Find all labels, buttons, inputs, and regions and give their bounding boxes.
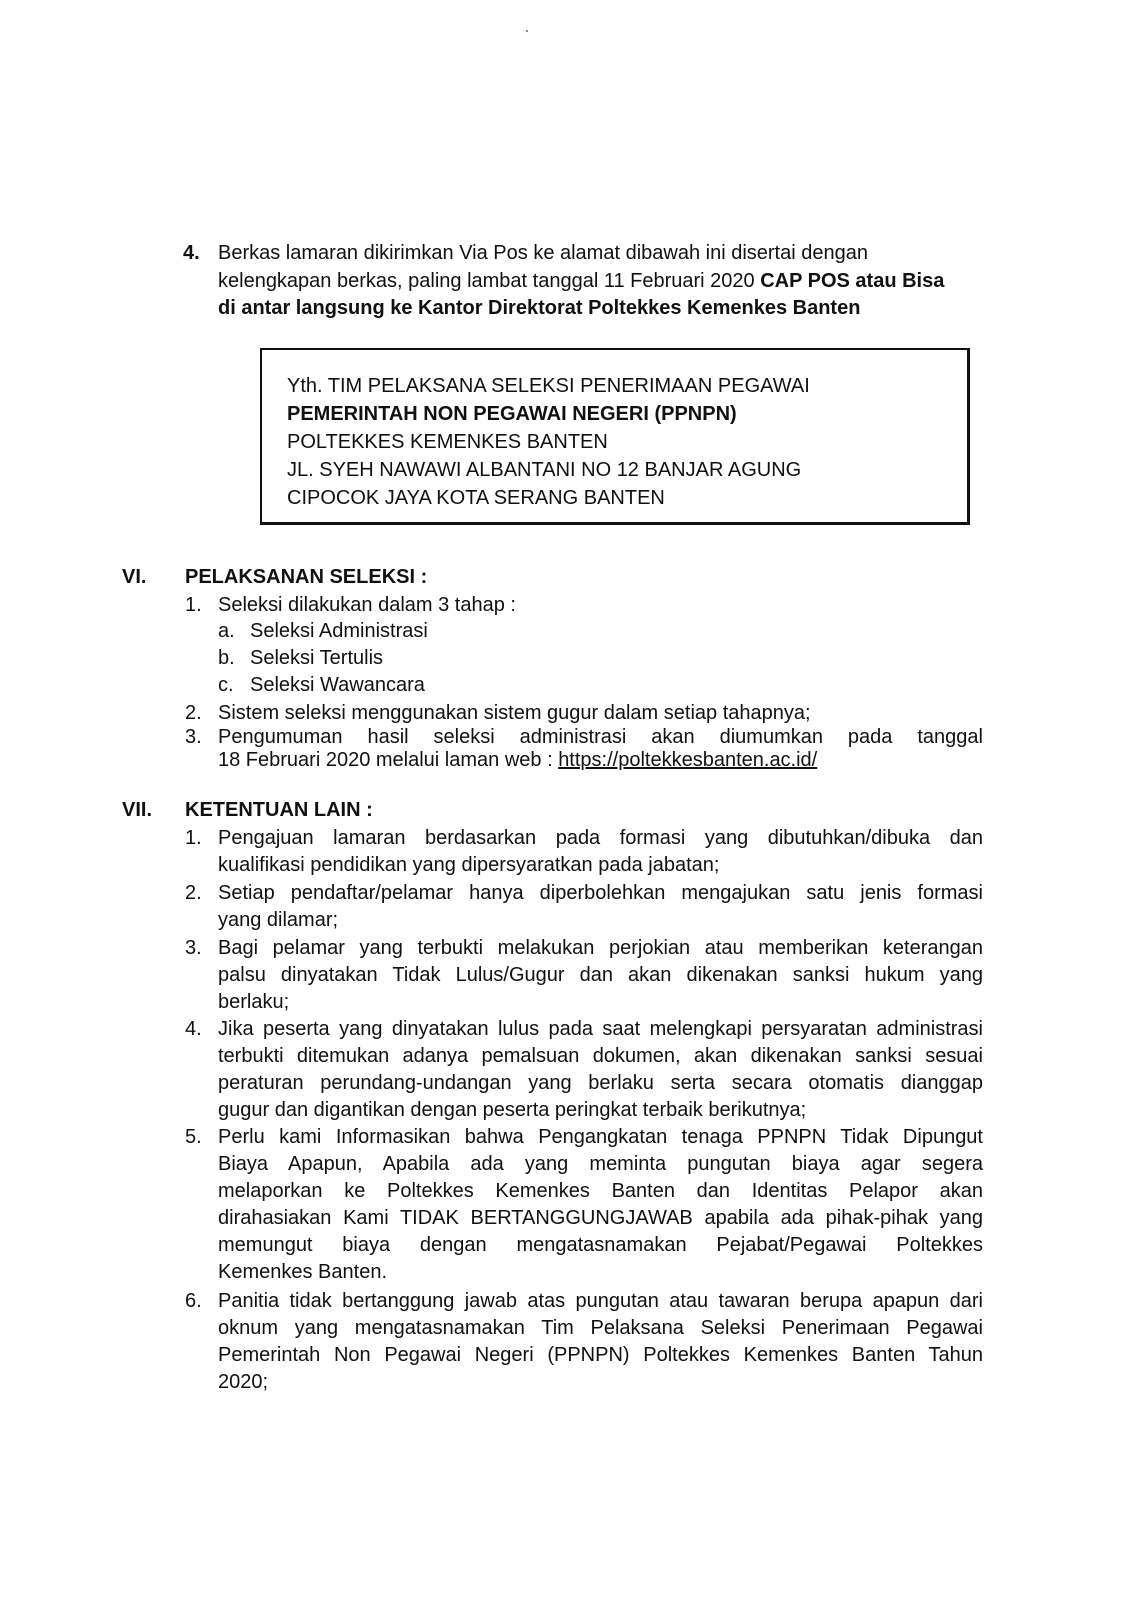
s7-item-4-line-1: Jika peserta yang dinyatakan lulus pada saat melengkapi persyaratan administrasi [218,1018,983,1040]
address-line-4: JL. SYEH NAWAWI ALBANTANI NO 12 BANJAR AGUNG [287,459,802,481]
address-line-5: CIPOCOK JAYA KOTA SERANG BANTEN [287,487,665,509]
s6-sub-a-text: Seleksi Administrasi [250,620,428,642]
poltekkes-website-link[interactable]: https://poltekkesbanten.ac.id/ [558,749,818,771]
s7-item-4-line-2: terbukti ditemukan adanya pemalsuan dokumen, akan dikenakan sanksi sesuai [218,1045,983,1067]
section-7-title: KETENTUAN LAIN : [185,799,373,821]
s6-sub-a-letter: a. [218,620,235,642]
s7-item-5-number: 5. [185,1126,202,1148]
item-4-line-1: Berkas lamaran dikirimkan Via Pos ke alamat dibawah ini disertai dengan [218,242,868,264]
s7-item-6-number: 6. [185,1290,202,1312]
s7-item-2-line-1: Setiap pendaftar/pelamar hanya diperbolehkan mengajukan satu jenis formasi [218,882,983,904]
s6-sub-c-text: Seleksi Wawancara [250,674,425,696]
address-line-2: PEMERINTAH NON PEGAWAI NEGERI (PPNPN) [287,403,737,425]
section-6-numeral: VI. [122,566,147,588]
s6-item-3-line-2 [218,747,817,773]
s6-item-2-number: 2. [185,702,202,724]
s6-item-3-line-2-text: 18 Februari 2020 melalui laman web : [218,749,559,771]
s7-item-5-line-4: dirahasiakan Kami TIDAK BERTANGGUNGJAWAB apabila ada pihak-pihak yang [218,1207,983,1229]
s7-item-5-line-5: memungut biaya dengan mengatasnamakan Pejabat/Pegawai Poltekkes [218,1234,983,1256]
s6-sub-b-text: Seleksi Tertulis [250,647,384,669]
s7-item-3-number: 3. [185,937,202,959]
s7-item-3-line-2: palsu dinyatakan Tidak Lulus/Gugur dan akan dikenakan sanksi hukum yang [218,964,983,986]
item-4-line-2 [218,268,944,294]
item-4-line-2-normal: kelengkapan berkas, paling lambat tanggal 11 Februari 2020 [218,270,761,292]
section-6-title: PELAKSANAN SELEKSI : [185,566,428,588]
item-4-number: 4. [183,242,200,264]
s7-item-4-line-3: peraturan perundang-undangan yang berlaku serta secara otomatis dianggap [218,1072,983,1094]
s6-sub-b-letter: b. [218,647,235,669]
address-line-1: Yth. TIM PELAKSANA SELEKSI PENERIMAAN PEGAWAI [287,375,810,397]
s7-item-2-number: 2. [185,882,202,904]
s7-item-3-line-3: berlaku; [218,991,290,1013]
s7-item-5-line-1: Perlu kami Informasikan bahwa Pengangkatan tenaga PPNPN Tidak Dipungut [218,1126,983,1148]
s7-item-2-line-2: yang dilamar; [218,909,339,931]
s7-item-5-line-3: melaporkan ke Poltekkes Kemenkes Banten dan Identitas Pelapor akan [218,1180,983,1202]
s6-item-1-text: Seleksi dilakukan dalam 3 tahap : [218,594,516,616]
s6-sub-c-letter: c. [218,674,234,696]
s7-item-1-line-1: Pengajuan lamaran berdasarkan pada formasi yang dibutuhkan/dibuka dan [218,827,983,849]
section-7-numeral: VII. [122,799,153,821]
s6-item-1-number: 1. [185,594,202,616]
s6-item-3-number: 3. [185,726,202,748]
s7-item-5-line-2: Biaya Apapun, Apabila ada yang meminta pungutan biaya agar segera [218,1153,983,1175]
s7-item-5-line-6: Kemenkes Banten. [218,1261,387,1283]
s7-item-1-line-2: kualifikasi pendidikan yang dipersyaratkan pada jabatan; [218,854,720,876]
s6-item-3-line-1: Pengumuman hasil seleksi administrasi akan diumumkan pada tanggal [218,726,983,748]
scan-speck [526,30,528,32]
s7-item-6-line-2: oknum yang mengatasnamakan Tim Pelaksana Seleksi Penerimaan Pegawai [218,1317,983,1339]
item-4-line-3: di antar langsung ke Kantor Direktorat Poltekkes Kemenkes Banten [218,297,861,319]
s7-item-3-line-1: Bagi pelamar yang terbukti melakukan perjokian atau memberikan keterangan [218,937,983,959]
s7-item-6-line-4: 2020; [218,1371,269,1393]
s7-item-4-line-4: gugur dan digantikan dengan peserta peringkat terbaik berikutnya; [218,1099,807,1121]
item-4-line-2-bold: CAP POS atau Bisa [760,270,945,292]
s7-item-6-line-1: Panitia tidak bertanggung jawab atas pungutan atau tawaran berupa apapun dari [218,1290,983,1312]
s7-item-4-number: 4. [185,1018,202,1040]
s7-item-1-number: 1. [185,827,202,849]
s7-item-6-line-3: Pemerintah Non Pegawai Negeri (PPNPN) Poltekkes Kemenkes Banten Tahun [218,1344,983,1366]
address-line-3: POLTEKKES KEMENKES BANTEN [287,431,608,453]
s6-item-2-text: Sistem seleksi menggunakan sistem gugur dalam setiap tahapnya; [218,702,811,724]
